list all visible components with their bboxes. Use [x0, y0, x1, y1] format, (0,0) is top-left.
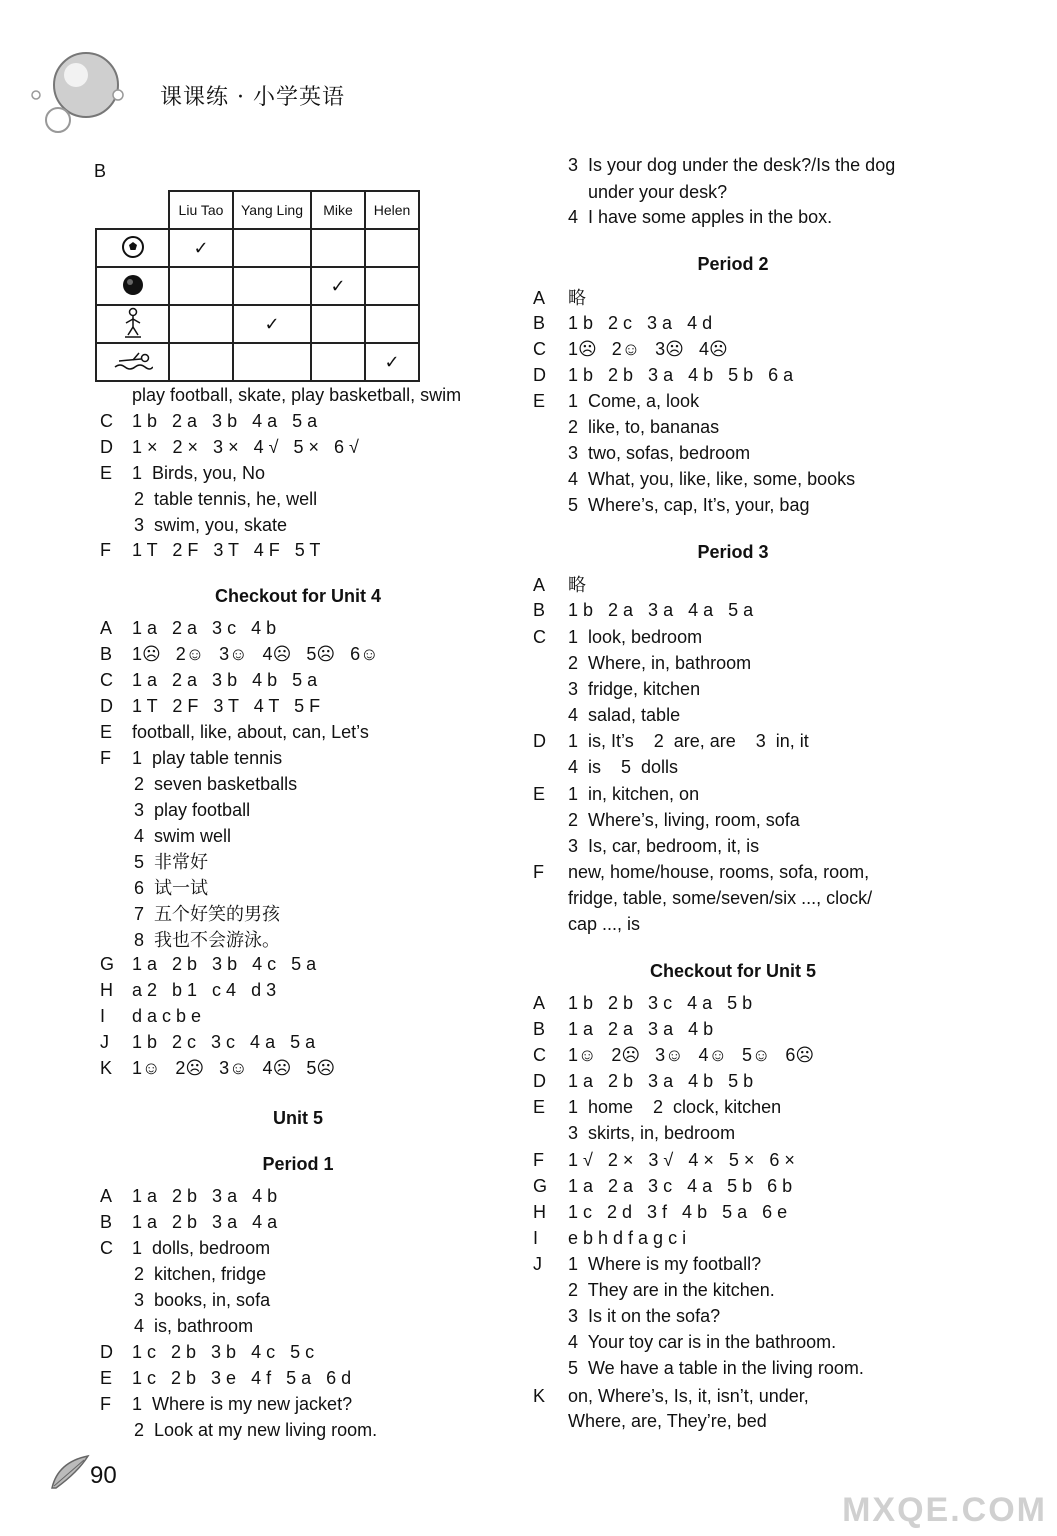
answer-text: 7 五个好笑的男孩 [134, 904, 281, 924]
answer-label: D [533, 1071, 546, 1091]
answer-text: 4 What, you, like, like, some, books [568, 469, 856, 489]
answer-label: C [533, 339, 546, 359]
answer-label: F [100, 540, 111, 560]
answer-text: 1 b 2 b 3 a 4 b 5 b 6 a [568, 365, 794, 385]
table-cell [365, 267, 419, 305]
table-cell [169, 305, 233, 343]
answer-text: 1 in, kitchen, on [568, 784, 700, 804]
table-cell [233, 305, 311, 343]
table-cell [169, 343, 233, 381]
answer-text: 1 √ 2 × 3 √ 4 × 5 × 6 × [568, 1150, 795, 1170]
answer-text: 1 a 2 b 3 a 4 a [132, 1212, 278, 1232]
answer-text: 1 b 2 c 3 c 4 a 5 a [132, 1032, 316, 1052]
answer-label: E [533, 391, 546, 411]
answer-text: 1 b 2 b 3 c 4 a 5 b [568, 993, 753, 1013]
check-mark: ✓ [330, 275, 346, 296]
answer-text: 1 Where is my football? [568, 1254, 762, 1274]
answer-label: B [100, 1212, 113, 1232]
answer-text: 1 b 2 a 3 a 4 a 5 a [568, 600, 754, 620]
activity-table [95, 190, 420, 382]
answer-text: 1 a 2 b 3 a 4 b [132, 1186, 278, 1206]
section-heading: Unit 5 [272, 1108, 323, 1128]
table-cell [365, 229, 419, 267]
answer-label: E [100, 1368, 113, 1388]
answer-text: 2 They are in the kitchen. [568, 1280, 775, 1300]
answer-text: 1 play table tennis [132, 748, 283, 768]
answer-label: D [533, 731, 546, 751]
swimmer-icon [96, 343, 169, 381]
section-heading: Period 1 [262, 1154, 334, 1174]
section-heading: Period 2 [697, 254, 769, 274]
column-header: Liu Tao [169, 191, 233, 229]
table-header-row [96, 191, 419, 229]
check-mark: ✓ [264, 313, 280, 334]
answer-text: 4 is 5 dolls [568, 757, 679, 777]
answer-label: F [100, 748, 111, 768]
answer-text: 3 Is your dog under the desk?/Is the dog [568, 155, 896, 175]
answer-text: 2 Where, in, bathroom [568, 653, 752, 673]
answer-label: A [533, 575, 546, 595]
answer-text: 4 I have some apples in the box. [568, 207, 833, 227]
answer-label: H [533, 1202, 546, 1222]
answer-text: 4 swim well [134, 826, 232, 846]
answer-text: 1 a 2 a 3 c 4 b [132, 618, 277, 638]
watermark: MXQE.COM [842, 1491, 1047, 1529]
answer-text: 1☹ 2☺ 3☺ 4☹ 5☹ 6☺ [132, 644, 379, 664]
answer-label: J [533, 1254, 542, 1274]
answer-text: on, Where’s, Is, it, isn’t, under, [568, 1386, 809, 1406]
answer-label: H [100, 980, 113, 1000]
answer-label: A [100, 618, 113, 638]
answer-text: 3 skirts, in, bedroom [568, 1123, 736, 1143]
table-cell [311, 343, 365, 381]
answer-text: 2 Where’s, living, room, sofa [568, 810, 800, 830]
answer-text: 1 a 2 a 3 a 4 b [568, 1019, 714, 1039]
answer-text: 4 Your toy car is in the bathroom. [568, 1332, 837, 1352]
section-heading: Checkout for Unit 5 [649, 961, 816, 981]
answer-text: 1 × 2 × 3 × 4 √ 5 × 6 √ [132, 437, 359, 457]
answer-text: 2 kitchen, fridge [134, 1264, 267, 1284]
answer-label: I [533, 1228, 539, 1248]
answer-text: 1 c 2 d 3 f 4 b 5 a 6 e [568, 1202, 788, 1222]
answer-label: F [533, 862, 544, 882]
answer-text: 3 two, sofas, bedroom [568, 443, 751, 463]
answer-text: 1☺ 2☹ 3☺ 4☺ 5☺ 6☹ [568, 1045, 815, 1065]
answer-label: E [533, 784, 546, 804]
answer-label: B [533, 313, 546, 333]
answer-text: 1 a 2 b 3 b 4 c 5 a [132, 954, 317, 974]
skater-icon [96, 305, 169, 343]
answer-label: A [100, 1186, 113, 1206]
answer-label: E [533, 1097, 546, 1117]
table-cell [365, 343, 419, 381]
section-heading: Checkout for Unit 4 [214, 586, 381, 606]
answer-text: Where, are, They’re, bed [568, 1411, 767, 1431]
answer-text: 1 a 2 a 3 c 4 a 5 b 6 b [568, 1176, 793, 1196]
page-number: 90 [90, 1462, 117, 1489]
table-cell [169, 229, 233, 267]
answer-text: fridge, table, some/seven/six ..., clock/ [568, 888, 873, 908]
answer-text: d a c b e [132, 1006, 202, 1026]
answer-label: I [100, 1006, 106, 1026]
table-cell [233, 229, 311, 267]
answer-label: C [533, 1045, 546, 1065]
answer-text: 2 Look at my new living room. [134, 1420, 378, 1440]
section-heading: Period 3 [697, 542, 769, 562]
answer-text: 1 dolls, bedroom [132, 1238, 271, 1258]
answer-label: A [533, 288, 546, 308]
answer-text: 3 swim, you, skate [134, 515, 288, 535]
answer-label: E [100, 463, 113, 483]
answer-label: D [100, 696, 113, 716]
answer-label: C [100, 1238, 113, 1258]
answer-text: 4 salad, table [568, 705, 681, 725]
table-cell [365, 305, 419, 343]
answer-label: C [100, 670, 113, 690]
answer-text: 3 books, in, sofa [134, 1290, 271, 1310]
answer-text: 1 Where is my new jacket? [132, 1394, 353, 1414]
answer-text: football, like, about, can, Let’s [132, 722, 369, 742]
answer-text: 3 play football [134, 800, 251, 820]
table-row [96, 305, 419, 343]
answer-label: C [533, 627, 546, 647]
answer-text: 3 Is, car, bedroom, it, is [568, 836, 760, 856]
answer-text: 2 like, to, bananas [568, 417, 720, 437]
answer-label: D [100, 1342, 113, 1362]
table-caption: play football, skate, play basketball, swim [132, 385, 462, 405]
answer-text: new, home/house, rooms, sofa, room, [568, 862, 870, 882]
leaf-icon [48, 1452, 92, 1492]
answer-label: C [100, 411, 113, 431]
answer-text: 3 Is it on the sofa? [568, 1306, 721, 1326]
answer-label: G [100, 954, 115, 974]
basketball-icon [96, 267, 169, 305]
answer-label: D [100, 437, 113, 457]
answer-text: 1 a 2 b 3 a 4 b 5 b [568, 1071, 754, 1091]
answer-text: 1 c 2 b 3 b 4 c 5 c [132, 1342, 315, 1362]
table-row [96, 343, 419, 381]
answer-label: B [100, 644, 113, 664]
answer-label: G [533, 1176, 548, 1196]
answer-text: 1 b 2 c 3 a 4 d [568, 313, 713, 333]
table-cell [233, 267, 311, 305]
table-row [96, 229, 419, 267]
table-row [96, 267, 419, 305]
answer-text: 1 a 2 a 3 b 4 b 5 a [132, 670, 318, 690]
answer-text: 1 b 2 a 3 b 4 a 5 a [132, 411, 318, 431]
answer-text: 3 fridge, kitchen [568, 679, 701, 699]
answer-text: 6 试一试 [134, 878, 209, 898]
answer-text: 8 我也不会游泳。 [134, 930, 281, 950]
answer-text: 2 table tennis, he, well [134, 489, 318, 509]
answer-text: 5 非常好 [134, 852, 209, 872]
answer-text: 4 is, bathroom [134, 1316, 254, 1336]
answer-label: K [100, 1058, 113, 1078]
answer-text: 1 T 2 F 3 T 4 T 5 F [132, 696, 321, 716]
answer-text: 1 look, bedroom [568, 627, 703, 647]
table-cell [169, 267, 233, 305]
answer-label: F [533, 1150, 544, 1170]
answer-text: 1 is, It’s 2 are, are 3 in, it [568, 731, 809, 751]
answer-text: 1 Come, a, look [568, 391, 700, 411]
column-header: Mike [311, 191, 365, 229]
section-label-b: B [94, 161, 107, 181]
answer-label: D [533, 365, 546, 385]
answer-text: 1☺ 2☹ 3☺ 4☹ 5☹ [132, 1058, 336, 1078]
page-header-title: 课课练 · 小学英语 [160, 85, 345, 110]
answer-text: 1 home 2 clock, kitchen [568, 1097, 782, 1117]
answer-text: 略 [568, 575, 586, 595]
answer-text: 5 Where’s, cap, It’s, your, bag [568, 495, 810, 515]
column-header: Helen [365, 191, 419, 229]
check-mark: ✓ [384, 351, 400, 372]
answer-text: e b h d f a g c i [568, 1228, 687, 1248]
answer-label: B [533, 1019, 546, 1039]
column-header: Yang Ling [233, 191, 311, 229]
answer-text: under your desk? [568, 182, 728, 202]
answer-label: A [533, 993, 546, 1013]
table-cell [233, 343, 311, 381]
bubble-decoration [18, 40, 138, 140]
table-cell [311, 267, 365, 305]
answer-text: cap ..., is [568, 914, 641, 934]
answer-label: E [100, 722, 113, 742]
table-cell [311, 229, 365, 267]
answer-text: 1 T 2 F 3 T 4 F 5 T [132, 540, 321, 560]
football-icon [96, 229, 169, 267]
answer-label: J [100, 1032, 109, 1052]
check-mark: ✓ [193, 237, 209, 258]
answer-text: 1 Birds, you, No [132, 463, 266, 483]
answer-text: 5 We have a table in the living room. [568, 1358, 864, 1378]
answer-text: 略 [568, 288, 586, 308]
answer-label: B [533, 600, 546, 620]
answer-label: K [533, 1386, 546, 1406]
answer-label: F [100, 1394, 111, 1414]
answer-text: a 2 b 1 c 4 d 3 [132, 980, 277, 1000]
answer-text: 1☹ 2☺ 3☹ 4☹ [568, 339, 728, 359]
answer-text: 2 seven basketballs [134, 774, 298, 794]
answer-text: 1 c 2 b 3 e 4 f 5 a 6 d [132, 1368, 352, 1388]
table-cell [311, 305, 365, 343]
